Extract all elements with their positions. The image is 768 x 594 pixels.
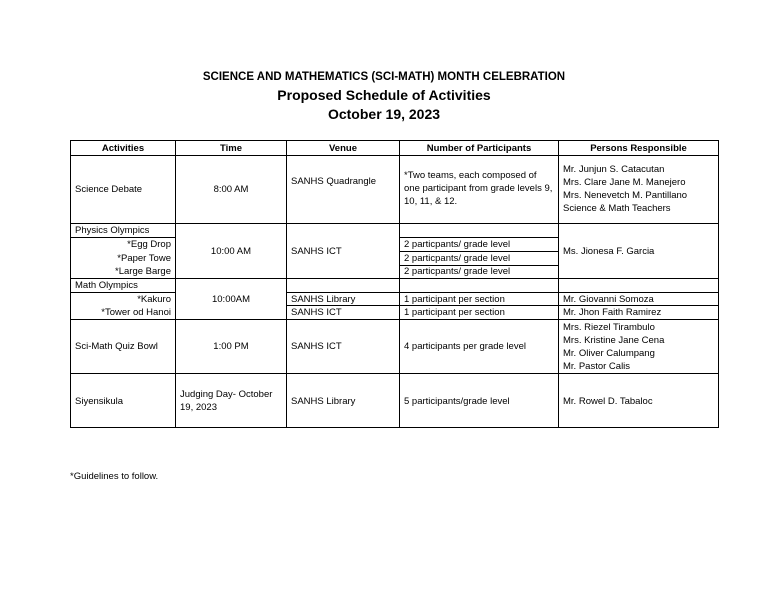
time-siyensikula: Judging Day- October 19, 2023 xyxy=(180,389,273,413)
person-name: Mrs. Nenevetch M. Pantillano xyxy=(563,190,688,201)
person-name: Mrs. Kristine Jane Cena xyxy=(563,335,665,346)
participants-siyensikula: 5 participants/grade level xyxy=(404,395,510,407)
header-activities: Activities xyxy=(101,142,145,154)
document-title: SCIENCE AND MATHEMATICS (SCI-MATH) MONTH CELEBRATION xyxy=(202,71,566,83)
person-name: Mrs. Riezel Tirambulo xyxy=(563,322,655,333)
time-science-debate: 8:00 AM xyxy=(213,184,249,195)
event-large-barge: *Large Barge xyxy=(115,266,171,277)
document-date: October 19, 2023 xyxy=(327,106,441,122)
event-egg-drop: *Egg Drop xyxy=(127,239,171,250)
person-name: Science & Math Teachers xyxy=(563,203,671,214)
time-math-olympics: 10:00AM xyxy=(211,293,251,305)
footnote: *Guidelines to follow. xyxy=(70,471,159,482)
header-venue: Venue xyxy=(329,142,357,154)
event-kakuro: *Kakuro xyxy=(137,293,171,305)
venue-science-debate: SANHS Quadrangle xyxy=(291,176,377,187)
header-time: Time xyxy=(219,142,242,154)
participants-egg-drop: 2 particpants/ grade level xyxy=(404,239,511,250)
participants-tower-of-hanoi: 1 participant per section xyxy=(404,307,505,318)
venue-siyensikula: SANHS Library xyxy=(291,395,356,407)
participants-science-debate: *Two teams, each composed of one participant from grade levels 9, 10, 11, & 12. xyxy=(404,170,553,207)
venue-tower-of-hanoi: SANHS ICT xyxy=(291,307,342,318)
person-siyensikula: Mr. Rowel D. Tabaloc xyxy=(563,395,653,407)
venue-physics-olympics: SANHS ICT xyxy=(291,245,342,257)
activity-physics-olympics: Physics Olympics xyxy=(75,225,150,236)
header-persons: Persons Responsible xyxy=(590,142,687,154)
person-tower-of-hanoi: Mr. Jhon Faith Ramirez xyxy=(563,307,662,318)
person-kakuro: Mr. Giovanni Somoza xyxy=(563,293,654,305)
event-paper-tower: *Paper Towe xyxy=(117,253,171,264)
activity-science-debate: Science Debate xyxy=(75,184,143,195)
schedule-table xyxy=(70,140,719,428)
participants-quiz-bowl: 4 participants per grade level xyxy=(404,341,526,352)
activity-siyensikula: Siyensikula xyxy=(75,395,124,407)
header-participants: Number of Participants xyxy=(426,142,532,154)
persons-science-debate xyxy=(559,163,718,215)
venue-quiz-bowl: SANHS ICT xyxy=(291,341,342,352)
activity-math-olympics: Math Olympics xyxy=(75,280,138,291)
persons-quiz-bowl xyxy=(559,321,718,373)
participants-large-barge: 2 particpants/ grade level xyxy=(404,266,511,277)
document-subtitle: Proposed Schedule of Activities xyxy=(277,87,491,103)
event-tower-of-hanoi: *Tower od Hanoi xyxy=(101,307,171,318)
person-name: Mr. Junjun S. Catacutan xyxy=(563,164,665,175)
person-name: Mr. Oliver Calumpang xyxy=(563,348,655,359)
participants-kakuro: 1 participant per section xyxy=(404,293,505,305)
time-quiz-bowl: 1:00 PM xyxy=(213,341,249,352)
participants-paper-tower: 2 particpants/ grade level xyxy=(404,253,511,264)
person-name: Mr. Pastor Calis xyxy=(563,361,631,372)
time-physics-olympics: 10:00 AM xyxy=(210,245,252,257)
activity-quiz-bowl: Sci-Math Quiz Bowl xyxy=(75,341,158,352)
person-name: Mrs. Clare Jane M. Manejero xyxy=(563,177,686,188)
person-physics-olympics: Ms. Jionesa F. Garcia xyxy=(563,245,655,257)
venue-kakuro: SANHS Library xyxy=(291,293,356,305)
